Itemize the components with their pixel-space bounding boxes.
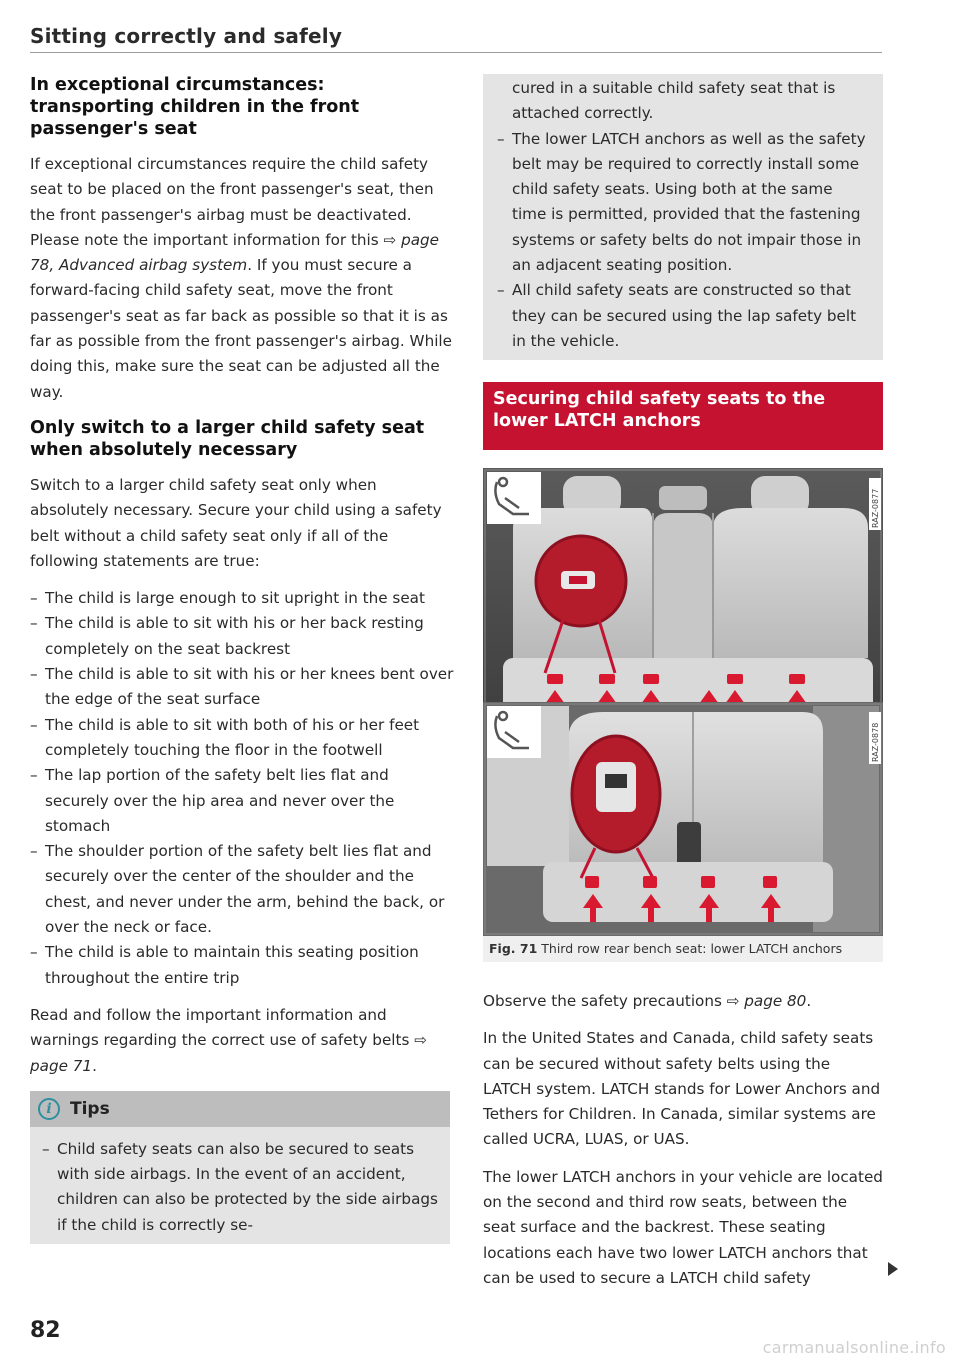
tips-title: Tips <box>70 1098 110 1119</box>
tips-list <box>42 1137 438 1238</box>
paragraph-latch-system: In the United States and Canada, child safety seats can be secured without safety belts using the LATCH system. LATCH stands for Lower Anchors and Tethers for Children. In Canada, similar systems are called UCRA, LUAS, or UAS. <box>483 1029 881 1149</box>
conditions-list <box>30 586 454 991</box>
figure-caption <box>483 936 883 962</box>
tips-continued-text: cured in a suitable child safety seat that is attached correctly. <box>512 79 836 123</box>
info-icon: i <box>38 1098 60 1120</box>
child-seat-icon <box>487 472 541 524</box>
paragraph-larger-seat: Switch to a larger child safety seat only when absolutely necessary. Secure your child using a safety belt without a child safety seat only if all of the following statements are true: <box>30 475 442 570</box>
text-run: Observe the safety precautions <box>483 992 727 1010</box>
page-number: 82 <box>30 1318 61 1343</box>
list-item: – The shoulder portion of the safety belt lies flat and securely over the center of the shoulder and the chest, and never under the arm, behind the back, or over the neck or face. <box>30 839 454 940</box>
figure-71 <box>483 702 883 962</box>
text-run: If exceptional circumstances require the child safety seat to be placed on the front passenger's seat, then the front passenger's airbag must be deactivated. Please note the important information for this <box>30 155 434 249</box>
page-reference-link[interactable]: ⇨ page 80 <box>726 992 807 1010</box>
tips-list-item: – All child safety seats are constructed so that they can be secured using the lap safety belt in the vehicle. <box>497 278 869 354</box>
list-item: – The child is able to sit with both of his or her feet completely touching the floor in the footwell <box>30 713 454 764</box>
page-header-title: Sitting correctly and safely <box>30 24 343 48</box>
page-reference-link[interactable]: ⇨ page 78, Advanced airbag system <box>30 230 440 275</box>
page-reference-link[interactable]: ⇨ page 71 <box>30 1031 427 1075</box>
paragraph-anchor-location: The lower LATCH anchors in your vehicle are located on the second and third row seats, between the seat surface and the backrest. These seating locations each have two lower LATCH anchors that can be used to secure a LATCH child safety <box>483 1167 883 1287</box>
text-run: . <box>806 992 812 1010</box>
headrest-middle <box>659 486 707 510</box>
header-rule <box>30 52 882 53</box>
figure-code: RAZ-0878 <box>871 722 880 762</box>
figure-label: Fig. 71 <box>489 941 538 956</box>
list-item: – The child is able to sit with his or her knees bent over the edge of the seat surface <box>30 662 454 713</box>
paragraph-safety-belts <box>30 1003 454 1079</box>
tips-header <box>30 1091 450 1127</box>
tips-list-item: – The lower LATCH anchors as well as the safety belt may be required to correctly install some child safety seats. Using both at the same time is permitted, provided that the fastening systems or safety belts do not impair those in an adjacent seating position. <box>497 127 869 279</box>
third-row-seat-illustration <box>483 702 883 936</box>
watermark: carmanualsonline.info <box>762 1338 946 1357</box>
tips-continued-list <box>497 127 869 355</box>
list-item: – The child is able to sit with his or her back resting completely on the seat backrest <box>30 611 454 662</box>
right-column <box>483 74 883 1287</box>
heading-larger-seat: Only switch to a larger child safety seat when absolutely necessary <box>30 417 425 460</box>
text-run: . If you must secure a forward-facing child safety seat, move the front passenger's seat as far back as possible so that it is as far as possible from the front passenger's airbag. While doing this, make sure the seat can be adjusted all the way. <box>30 256 452 401</box>
list-item: – The lap portion of the safety belt lies flat and securely over the hip area and never over the stomach <box>30 763 454 839</box>
seatback-right <box>713 508 868 658</box>
seatback-middle <box>653 513 713 658</box>
list-item: – The child is able to maintain this seating position throughout the entire trip <box>30 940 454 991</box>
seat-cushion-third-row <box>543 862 833 922</box>
heading-front-passenger: In exceptional circumstances: transporting children in the front passenger's seat <box>30 75 360 139</box>
paragraph-front-passenger <box>30 152 454 405</box>
tips-body <box>30 1127 450 1244</box>
right-body-text <box>483 989 883 1303</box>
tips-box-continued <box>483 74 883 360</box>
list-item: – The child is large enough to sit upright in the seat <box>30 586 454 611</box>
section-heading-latch: Securing child safety seats to the lower LATCH anchors <box>483 382 883 450</box>
tips-box <box>30 1091 450 1244</box>
tips-list-item: – Child safety seats can also be secured to seats with side airbags. In the event of an accident, children can also be protected by the side airbags if the child is correctly se- <box>42 1137 438 1238</box>
continue-arrow-icon <box>888 1262 898 1276</box>
text-run: . <box>92 1056 97 1075</box>
figure-code: RAZ-0877 <box>871 488 880 528</box>
paragraph-precautions <box>483 989 883 1014</box>
figure-caption-text: Third row rear bench seat: lower LATCH anchors <box>541 941 843 956</box>
left-column <box>30 74 454 1244</box>
child-seat-icon <box>487 706 541 758</box>
text-run: Read and follow the important information and warnings regarding the correct use of safety belts <box>30 1005 415 1050</box>
